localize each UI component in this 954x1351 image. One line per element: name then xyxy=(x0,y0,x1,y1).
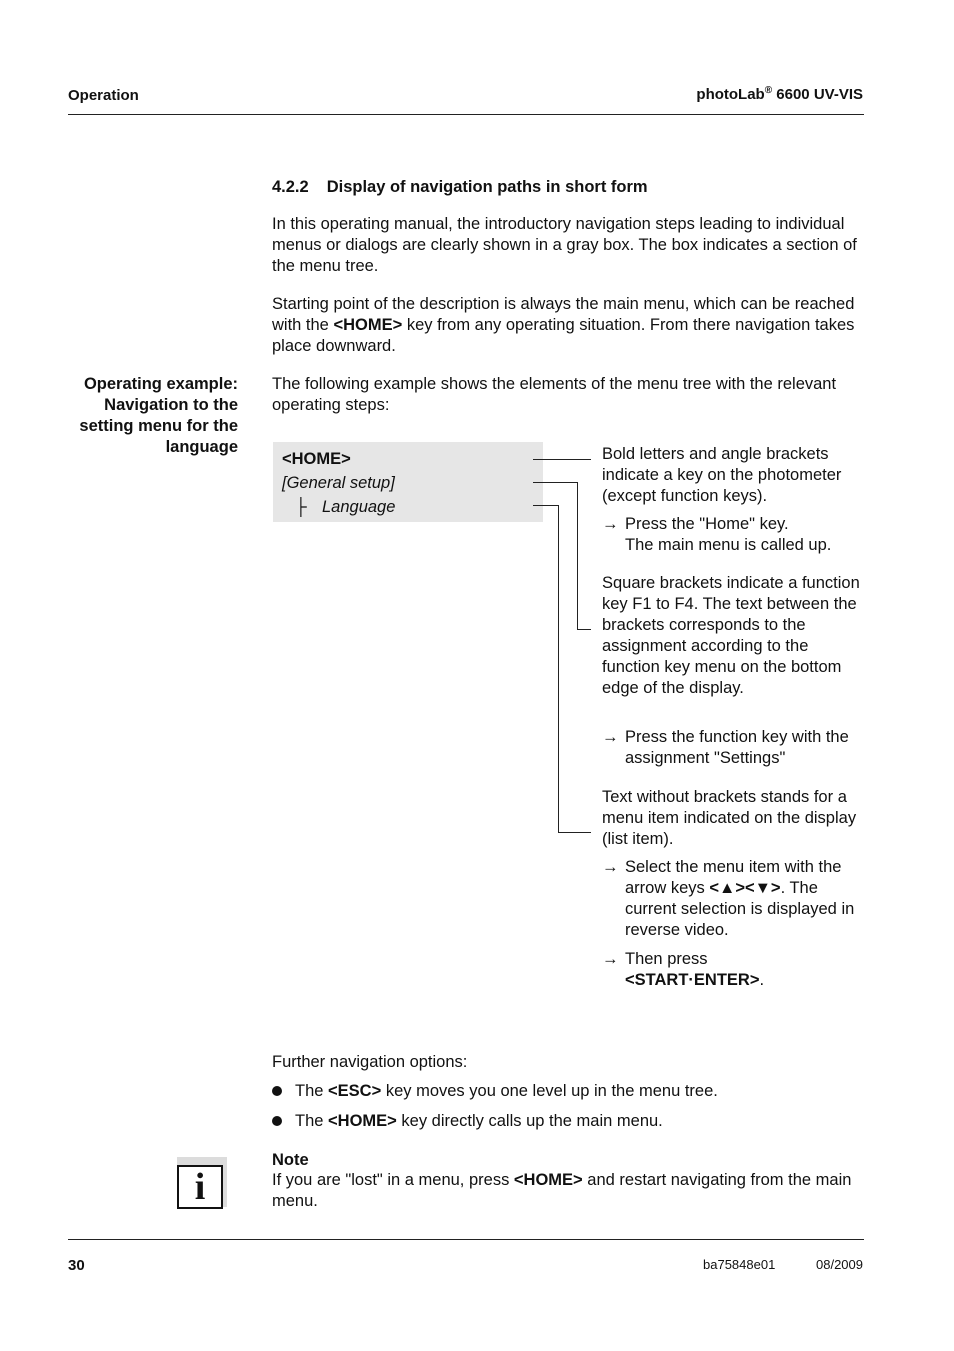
start-enter-key: <START·ENTER> xyxy=(625,971,760,989)
document-number: ba75848e01 xyxy=(703,1257,776,1272)
info-icon xyxy=(177,1157,227,1207)
arrow-keys: <▲><▼> xyxy=(709,879,781,897)
connector-line-item xyxy=(558,505,559,833)
side-heading-line: setting menu for the xyxy=(79,417,238,435)
bullet-icon xyxy=(272,1081,295,1102)
arrow-icon: → xyxy=(602,728,619,746)
footer-rule xyxy=(68,1239,864,1240)
list-item xyxy=(272,1111,864,1132)
side-heading-line: Operating example: xyxy=(83,375,238,393)
annotation-key: Bold letters and angle brackets indicate a key on the photometer (except function keys). xyxy=(602,445,842,505)
step-text-part: . The current selection is displayed in reverse video. xyxy=(625,879,855,939)
step-press-home xyxy=(602,514,864,556)
menu-path-box xyxy=(273,442,543,522)
paragraph-text: Starting point of the description is always the main menu, which can be reached with the xyxy=(272,295,855,334)
side-heading-line: language xyxy=(165,438,238,456)
annotation-function-key: Square brackets indicate a function key F1 to F4. The text between the brackets corresponds to the assignment according to the function key menu on the bottom edge of the display. xyxy=(602,574,860,697)
arrow-icon: → xyxy=(602,515,619,533)
info-icon-letter: i xyxy=(177,1165,223,1209)
home-key: <HOME> xyxy=(333,316,403,334)
connector-line-function xyxy=(577,629,591,630)
registered-mark: ® xyxy=(764,85,773,96)
step-select-item xyxy=(602,857,864,941)
further-navigation-intro: Further navigation options: xyxy=(272,1053,468,1071)
menu-home-key: <HOME> xyxy=(282,450,351,468)
step-text xyxy=(625,949,764,991)
menu-function-key: [General setup] xyxy=(282,474,395,492)
home-key: <HOME> xyxy=(328,1112,397,1130)
section-number: 4.2.2 xyxy=(272,178,309,196)
annotation-list-item: Text without brackets stands for a menu item indicated on the display (list item). xyxy=(602,788,857,848)
page-number: 30 xyxy=(68,1257,85,1274)
home-key: <HOME> xyxy=(513,1171,583,1189)
connector-line-function xyxy=(533,482,578,483)
section-title: Display of navigation paths in short form xyxy=(326,178,648,196)
list-item-text: The <HOME> key directly calls up the main menu. xyxy=(295,1112,663,1130)
list-item-text: The <ESC> key moves you one level up in the menu tree. xyxy=(295,1082,718,1100)
running-header-right xyxy=(696,85,863,103)
arrow-icon: → xyxy=(602,858,619,876)
product-model: 6600 UV-VIS xyxy=(772,86,863,103)
side-heading-line: Navigation to the xyxy=(104,396,238,414)
note-text: If you are "lost" in a menu, press <HOME> and restart navigating from the main menu. xyxy=(272,1171,852,1210)
paragraph-intro: In this operating manual, the introductory navigation steps leading to individual menus or dialogs are clearly shown in a gray box. The box indicates a section of the menu tree. xyxy=(272,215,857,275)
connector-line-item xyxy=(533,505,559,506)
connector-line-item xyxy=(558,832,591,833)
document-date: 08/2009 xyxy=(816,1257,863,1272)
bullet-icon xyxy=(272,1111,295,1132)
running-header-left: Operation xyxy=(68,87,139,104)
tree-branch-icon: ├ xyxy=(295,498,307,516)
step-press-enter xyxy=(602,949,864,991)
step-text-part: Then press xyxy=(625,950,708,968)
paragraph-starting-point xyxy=(272,294,862,357)
connector-line-key xyxy=(533,459,591,460)
section-heading xyxy=(272,178,648,197)
step-text-part: . xyxy=(759,971,765,989)
header-rule xyxy=(68,114,864,115)
paragraph-example: The following example shows the elements of the menu tree with the relevant operating steps: xyxy=(272,375,837,414)
product-name: photoLab xyxy=(696,86,765,103)
side-heading xyxy=(40,374,238,458)
step-press-function-key xyxy=(602,727,864,769)
arrow-icon: → xyxy=(602,950,619,968)
step-text xyxy=(625,857,864,941)
esc-key: <ESC> xyxy=(328,1082,382,1100)
note-title: Note xyxy=(272,1151,309,1169)
step-text: Press the "Home" key. xyxy=(625,515,789,533)
step-text: Press the function key with the assignment "Settings" xyxy=(625,728,849,767)
step-text-part: Select the menu item with the arrow keys xyxy=(625,858,842,897)
connector-line-function xyxy=(577,482,578,630)
menu-list-item: Language xyxy=(322,498,396,516)
paragraph-text: key from any operating situation. From there navigation takes place downward. xyxy=(272,316,855,355)
list-item xyxy=(272,1081,864,1102)
step-text: The main menu is called up. xyxy=(625,536,832,554)
